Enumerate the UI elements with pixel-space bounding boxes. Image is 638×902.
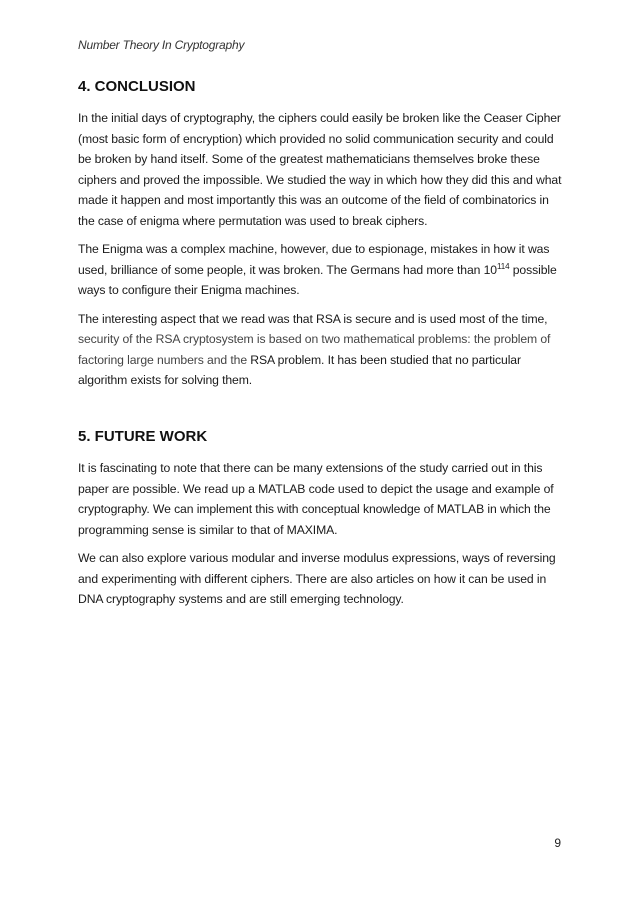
enigma-text-end: possible ways to configure their Enigma machines. [78, 262, 557, 297]
future-work-paragraph-1: It is fascinating to note that there can be many extensions of the study carried out in this paper are possible. We read up a MATLAB code used to depict the usage and example of cryptography. We can implement this with conceptual knowledge of MATLAB in which the programming sense is similar to that of MAXIMA. [78, 461, 554, 537]
running-header: Number Theory In Cryptography [78, 38, 245, 52]
page-number: 9 [554, 836, 561, 850]
exponent: 114 [496, 261, 510, 271]
conclusion-paragraph-1: In the initial days of cryptography, the ciphers could easily be broken like the Ceaser Cipher (most basic form of encryption) which provided no solid communication security and could be broken by hand itself. Some of the greatest mathematicians themselves broke these ciphers and proved the impossible. We studied the way in which how they did this and what made it happen and most importantly this was an outcome of the field of combinatorics in the case of enigma where permutation was used to break ciphers. [78, 111, 562, 228]
rsa-text-problem: RSA problem. It has been studied that no particular algorithm exists for solving them. [78, 352, 521, 387]
conclusion-paragraph-3 [78, 309, 568, 391]
rsa-text-and: and the [203, 352, 251, 367]
conclusion-heading: 4. CONCLUSION [78, 78, 196, 95]
future-work-heading: 5. FUTURE WORK [78, 428, 208, 445]
future-work-paragraph-2: We can also explore various modular and inverse modulus expressions, ways of reversing and experimenting with different ciphers. There are also articles on how it can be used in DNA cryptography systems and are still emerging technology. [78, 551, 556, 606]
conclusion-section [78, 78, 568, 399]
enigma-text-start: The Enigma was a complex machine, however, due to espionage, mistakes in how it was used, brilliance of some people, it was broken. The Germans had more than 10 [78, 242, 550, 277]
rsa-text-security: security of the RSA cryptosystem is based on two mathematical problems: the problem of factoring large numbers [78, 332, 551, 367]
rsa-text-intro: The interesting aspect that we read was that RSA is secure and is used most of the time, [78, 311, 548, 326]
conclusion-paragraph-2 [78, 239, 568, 301]
future-work-section [78, 428, 568, 618]
